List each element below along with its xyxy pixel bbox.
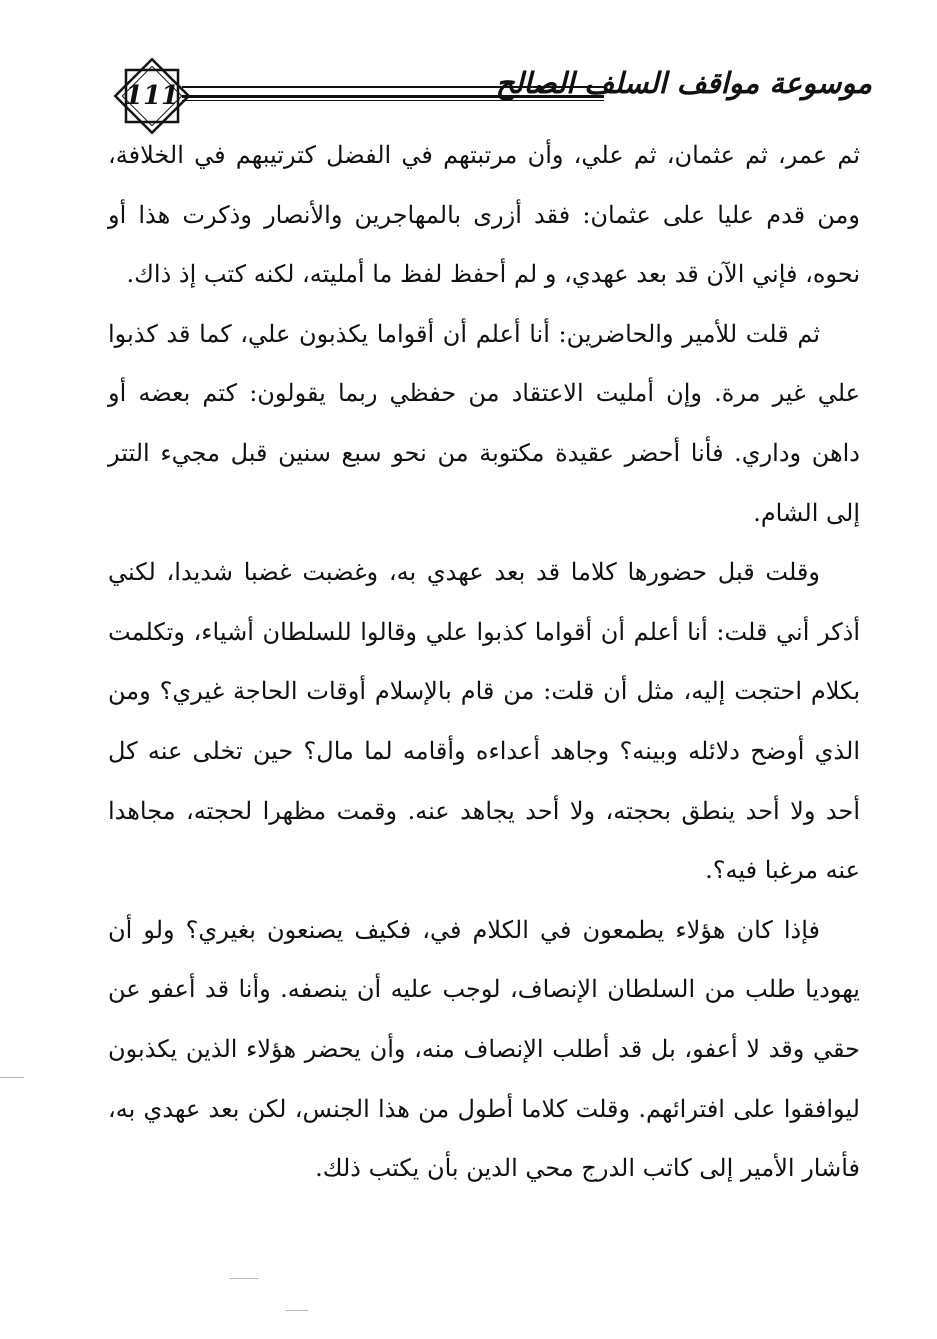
paragraph-4: فإذا كان هؤلاء يطمعون في الكلام في، فكيف يصنعون بغيري؟ ولو أن يهوديا طلب من السلطان الإنصاف، لوجب عليه أن ينصفه. وأنا قد أعفو عن حقي وقد لا أعفو، بل قد أطلب الإنصاف منه، وأن يحضر هؤلاء الذين يكذبون ليوافقوا على افترائهم. وقلت كلاما أطول من هذا الجنس، لكن بعد عهدي به، فأشار الأمير إلى كاتب الدرج محي الدين بأن يكتب ذلك. — [108, 915, 860, 1183]
scan-artifact-line — [286, 1310, 308, 1311]
scan-artifact-line — [230, 1278, 258, 1279]
page-body — [108, 126, 860, 1199]
paragraph-1: ثم عمر، ثم عثمان، ثم علي، وأن مرتبتهم في الفضل كترتيبهم في الخلافة، ومن قدم عليا على عثمان: فقد أزرى بالمهاجرين والأنصار وذكرت هذا أو نحوه، فإني الآن قد بعد عهدي، و لم أحفظ لفظ ما أمليته، لكنه كتب إذ ذاك. — [108, 141, 860, 289]
header-thin-rule — [182, 100, 604, 101]
paragraph-3: وقلت قبل حضورها كلاما قد بعد عهدي به، وغضبت غضبا شديدا، لكني أذكر أني قلت: أنا أعلم أن أقواما كذبوا علي وقالوا للسلطان أشياء، وتكلمت بكلام احتجت إليه، مثل أن قلت: من قام بالإسلام أوقات الحاجة غيري؟ ومن الذي أوضح دلائله وبينه؟ وجاهد أعداءه وأقامه لما مال؟ حين تخلى عنه كل أحد ولا أحد ينطق بحجته، ولا أحد يجاهد عنه. وقمت مظهرا لحجته، مجاهدا عنه مرغبا فيه؟. — [108, 558, 860, 885]
page-number: 111 — [124, 81, 180, 111]
running-header — [112, 56, 872, 136]
book-title: موسوعة مواقف السلف الصالح — [495, 66, 872, 100]
scan-artifact-line — [0, 1077, 24, 1078]
paragraph-2: ثم قلت للأمير والحاضرين: أنا أعلم أن أقواما يكذبون علي، كما قد كذبوا علي غير مرة. وإن أمليت الاعتقاد من حفظي ربما يقولون: كتم بعضه أو داهن وداري. فأنا أحضر عقيدة مكتوبة من نحو سبع سنين قبل مجيء التتر إلى الشام. — [108, 319, 860, 527]
page-number-badge — [112, 56, 192, 136]
